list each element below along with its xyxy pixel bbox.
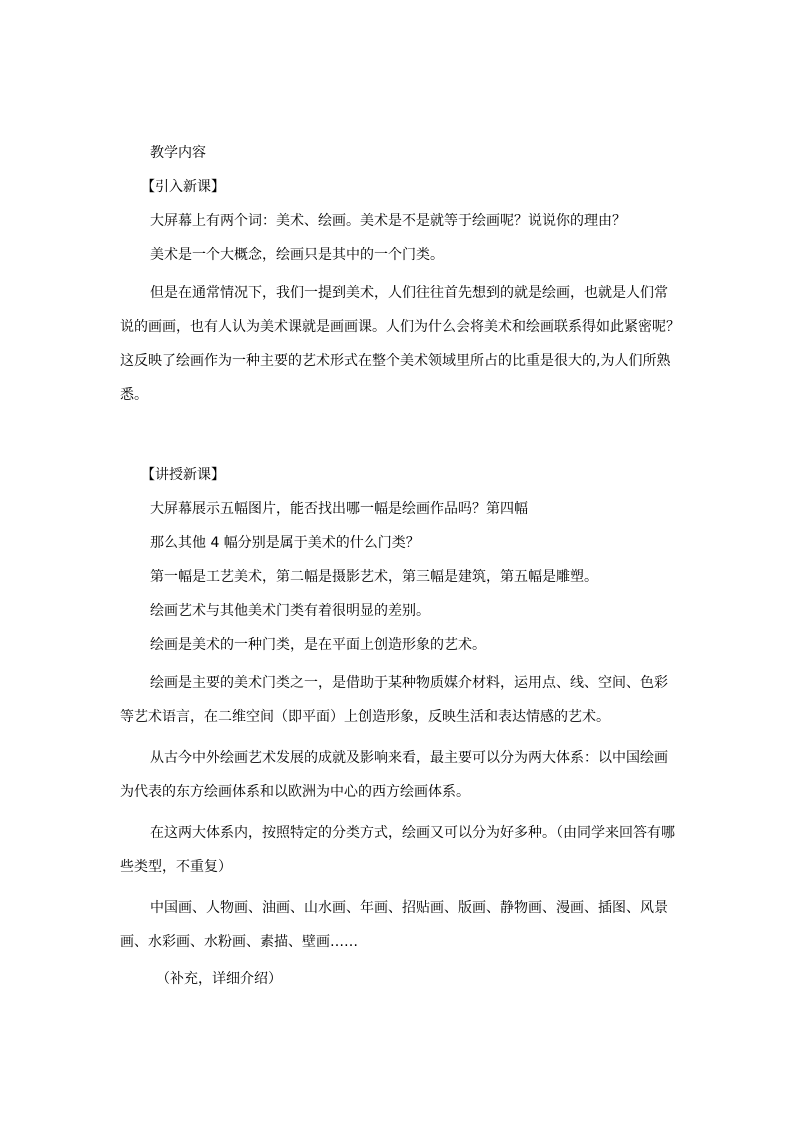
lecture-paragraph: 绘画是美术的一种门类，是在平面上创造形象的艺术。: [150, 637, 486, 653]
lecture-paragraph: 绘画艺术与其他美术门类有着很明显的差别。: [150, 603, 430, 619]
lecture-paragraph: 中国画、人物画、油画、山水画、年画、招贴画、版画、静物画、漫画、插图、风景画、水彩画、水粉画、素描、壁画……: [120, 900, 668, 950]
lecture-paragraph: 在这两大体系内，按照特定的分类方式，绘画又可以分为好多种。（由同学来回答有哪些类型，不重复）: [120, 825, 675, 875]
lecture-paragraph: 从古今中外绘画艺术发展的成就及影响来看，最主要可以分为两大体系：以中国绘画为代表的东方绘画体系和以欧洲为中心的西方绘画体系。: [120, 750, 668, 800]
lecture-paragraph: 第一幅是工艺美术，第二幅是摄影艺术，第三幅是建筑，第五幅是雕塑。: [150, 569, 598, 585]
section-label-intro: 【引入新课】: [141, 179, 225, 195]
lecture-paragraph: 那么其他 4 幅分别是属于美术的什么门类？: [150, 535, 420, 551]
lecture-paragraph: 绘画是主要的美术门类之一，是借助于某种物质媒介材料，运用点、线、空间、色彩等艺术语言，在二维空间（即平面）上创造形象，反映生活和表达情感的艺术。: [120, 675, 668, 725]
document-body: [120, 140, 680, 993]
intro-paragraph: 大屏幕上有两个词：美术、绘画。美术是不是就等于绘画呢？说说你的理由？: [150, 213, 626, 229]
intro-paragraph: 但是在通常情况下，我们一提到美术，人们往往首先想到的就是绘画，也就是人们常说的画画，也有人认为美术课就是画画课。人们为什么会将美术和绘画联系得如此紧密呢？这反映了绘画作为一种主要的艺术形式在整个美术领域里所占的比重是很大的,为人们所熟悉。: [120, 285, 680, 403]
lecture-paragraph: 大屏幕展示五幅图片，能否找出哪一幅是绘画作品吗？第四幅: [150, 501, 528, 517]
intro-paragraph: 美术是一个大概念，绘画只是其中的一个门类。: [150, 247, 444, 263]
section-label-lecture: 【讲授新课】: [141, 467, 225, 483]
lecture-paragraph: （补充，详细介绍）: [156, 971, 282, 987]
document-heading: 教学内容: [150, 145, 206, 161]
